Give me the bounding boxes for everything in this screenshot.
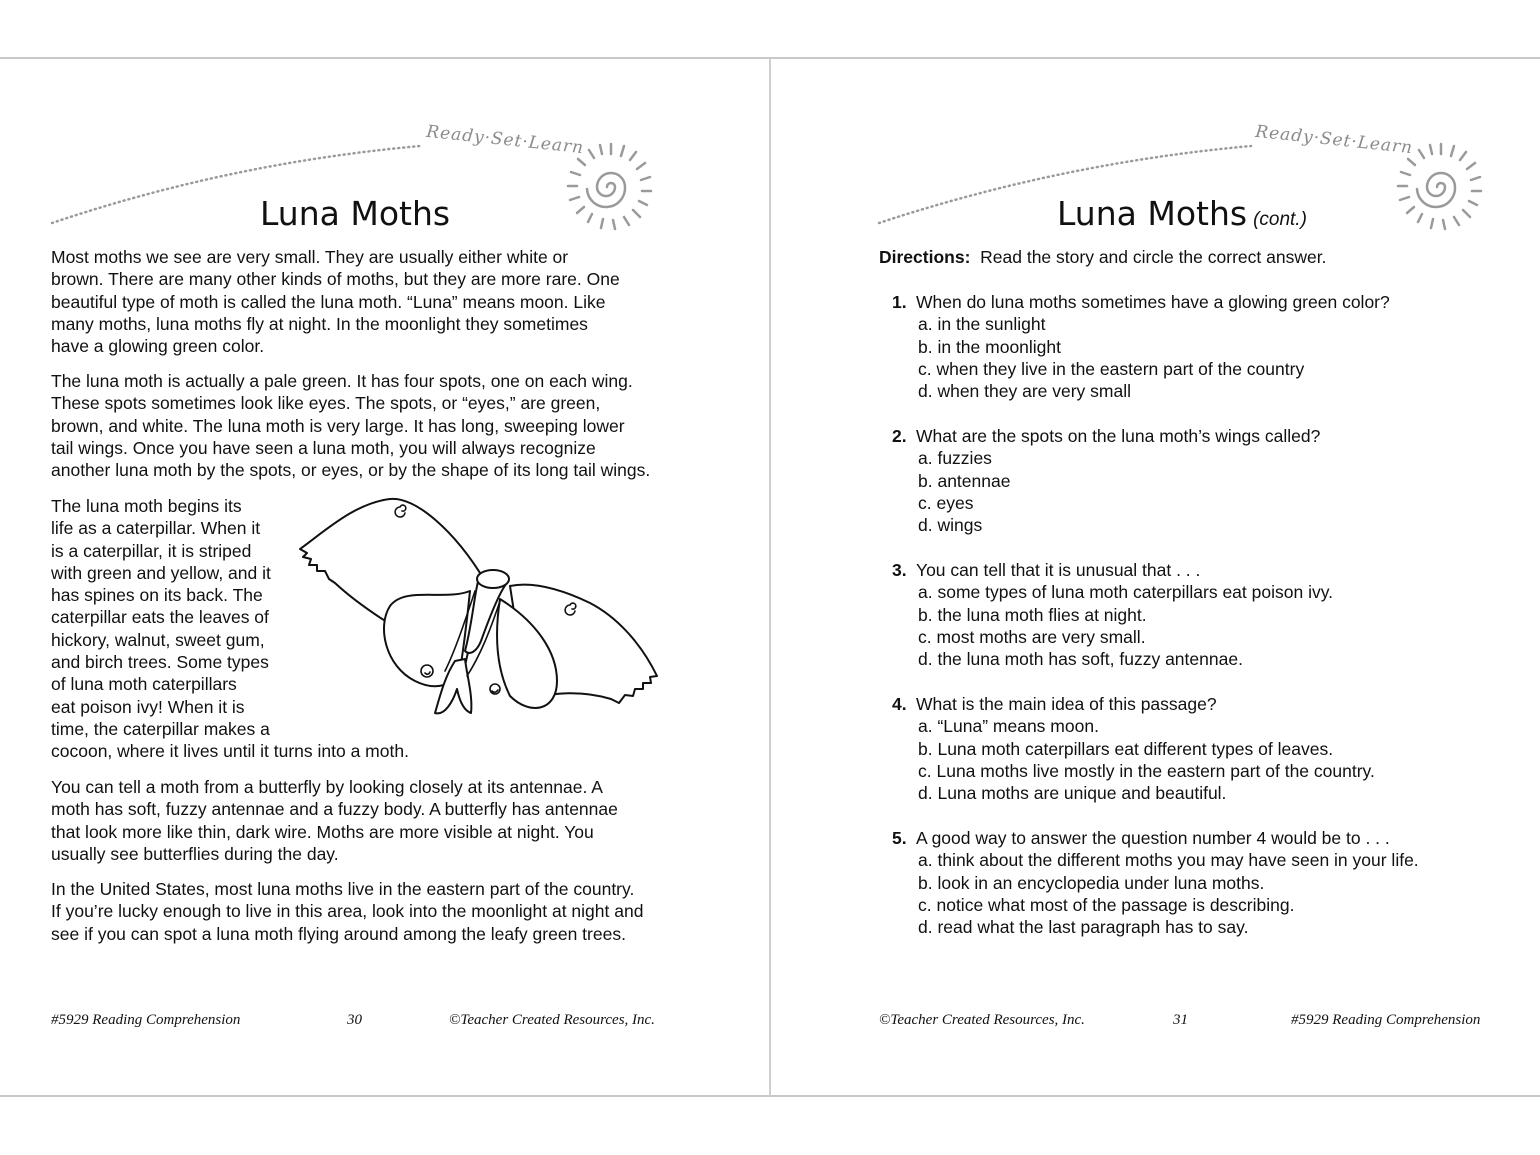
footer-book-id: #5929 Reading Comprehension <box>51 1012 241 1028</box>
answer-option[interactable]: b. the luna moth flies at night. <box>918 604 1147 625</box>
footer-copyright: ©Teacher Created Resources, Inc. <box>449 1012 655 1028</box>
question-text: What is the main idea of this passage? <box>916 694 1217 714</box>
text-line: cocoon, where it lives until it turns into a moth. <box>51 741 409 762</box>
footer-page-number: 30 <box>347 1012 362 1028</box>
sun-spiral-icon <box>1386 132 1496 242</box>
text-line: caterpillar eats the leaves of <box>51 607 269 628</box>
text-line: time, the caterpillar makes a <box>51 718 270 739</box>
page-title-suffix: (cont.) <box>1253 209 1307 230</box>
answer-option[interactable]: d. the luna moth has soft, fuzzy antennae. <box>918 649 1243 670</box>
answer-option[interactable]: d. read what the last paragraph has to say. <box>918 917 1249 938</box>
text-line: eat poison ivy! When it is <box>51 696 245 717</box>
question-number: 4. <box>892 694 907 714</box>
text-line: These spots sometimes look like eyes. The spots, or “eyes,” are green, <box>51 393 601 414</box>
text-line: In the United States, most luna moths live in the eastern part of the country. <box>51 879 635 899</box>
answer-option[interactable]: c. when they live in the eastern part of the country <box>918 358 1305 379</box>
text-line: Most moths we see are very small. They are usually either white or <box>51 247 569 267</box>
directions <box>879 246 1326 268</box>
answer-option[interactable]: d. Luna moths are unique and beautiful. <box>918 783 1227 804</box>
answer-option[interactable]: c. notice what most of the passage is describing. <box>918 894 1295 915</box>
right-page <box>771 58 1540 1095</box>
answer-option[interactable]: b. look in an encyclopedia under luna moths. <box>918 872 1265 893</box>
text-line: another luna moth by the spots, or eyes, or by the shape of its long tail wings. <box>51 460 651 481</box>
answer-option[interactable]: a. “Luna” means moon. <box>918 716 1099 737</box>
directions-text: Read the story and circle the correct answer. <box>980 247 1327 267</box>
left-page <box>0 58 769 1095</box>
answer-option[interactable]: b. in the moonlight <box>918 336 1062 357</box>
answer-option[interactable]: c. most moths are very small. <box>918 626 1146 647</box>
text-line: hickory, walnut, sweet gum, <box>51 629 265 650</box>
question-3 <box>892 559 1333 670</box>
text-line: If you’re lucky enough to live in this area, look into the moonlight at night and <box>51 901 644 922</box>
paragraph-habitat <box>51 878 691 945</box>
text-line: and birch trees. Some types <box>51 652 269 673</box>
answer-option[interactable]: c. Luna moths live mostly in the eastern part of the country. <box>918 760 1375 781</box>
ready-set-learn-label: Ready·Set·Learn <box>1254 121 1415 159</box>
text-line: with green and yellow, and it <box>51 562 271 583</box>
text-line: beautiful type of moth is called the luna moth. “Luna” means moon. Like <box>51 291 606 312</box>
question-text: When do luna moths sometimes have a glowing green color? <box>916 292 1390 312</box>
text-line: The luna moth begins its <box>51 496 242 516</box>
answer-option[interactable]: d. wings <box>918 515 983 536</box>
ready-set-learn-label: Ready·Set·Learn <box>425 121 586 159</box>
answer-option[interactable]: a. some types of luna moth caterpillars eat poison ivy. <box>918 582 1334 603</box>
text-line: The luna moth is actually a pale green. It has four spots, one on each wing. <box>51 371 633 391</box>
sun-spiral-icon <box>556 132 666 242</box>
luna-moth-illustration <box>295 491 665 721</box>
question-text: A good way to answer the question number 4 would be to . . . <box>916 828 1390 848</box>
text-line: is a caterpillar, it is striped <box>51 540 252 561</box>
text-line: You can tell a moth from a butterfly by looking closely at its antennae. A <box>51 777 603 797</box>
answer-option[interactable]: a. think about the different moths you may have seen in your life. <box>918 850 1419 871</box>
answer-option[interactable]: c. eyes <box>918 492 974 513</box>
text-line: that look more like thin, dark wire. Moths are more visible at night. You <box>51 821 594 842</box>
text-line: life as a caterpillar. When it <box>51 518 261 539</box>
text-line: has spines on its back. The <box>51 585 263 606</box>
question-number: 5. <box>892 828 907 848</box>
text-line: brown. There are many other kinds of moths, but they are more rare. One <box>51 269 620 290</box>
page-title <box>1057 194 1307 233</box>
answer-option[interactable]: b. antennae <box>918 470 1011 491</box>
footer-page-number: 31 <box>1173 1012 1188 1028</box>
paragraph-antennae <box>51 776 691 865</box>
question-number: 1. <box>892 292 907 312</box>
text-line: tail wings. Once you have seen a luna moth, you will always recognize <box>51 437 596 458</box>
text-line: of luna moth caterpillars <box>51 674 237 695</box>
text-line: see if you can spot a luna moth flying around among the leafy green trees. <box>51 923 626 944</box>
question-number: 2. <box>892 426 907 446</box>
question-text: What are the spots on the luna moth’s wings called? <box>916 426 1321 446</box>
directions-label: Directions: <box>879 247 971 267</box>
question-text: You can tell that it is unusual that . . . <box>916 560 1201 580</box>
answer-option[interactable]: a. fuzzies <box>918 448 992 469</box>
answer-option[interactable]: b. Luna moth caterpillars eat different types of leaves. <box>918 738 1334 759</box>
question-4 <box>892 693 1375 804</box>
footer-copyright: ©Teacher Created Resources, Inc. <box>879 1012 1085 1028</box>
question-1 <box>892 291 1390 402</box>
text-line: brown, and white. The luna moth is very large. It has long, sweeping lower <box>51 415 625 436</box>
question-number: 3. <box>892 560 907 580</box>
question-5 <box>892 827 1419 938</box>
paragraph-appearance <box>51 370 691 481</box>
page-title: Luna Moths <box>260 194 451 233</box>
paragraph-intro <box>51 246 681 357</box>
answer-option[interactable]: a. in the sunlight <box>918 314 1046 335</box>
text-line: many moths, luna moths fly at night. In the moonlight they sometimes <box>51 313 588 334</box>
question-2 <box>892 425 1320 536</box>
text-line: moth has soft, fuzzy antennae and a fuzzy body. A butterfly has antennae <box>51 799 618 820</box>
footer-book-id: #5929 Reading Comprehension <box>1291 1012 1481 1028</box>
page-title-main: Luna Moths <box>1057 194 1248 233</box>
answer-option[interactable]: d. when they are very small <box>918 381 1132 402</box>
text-line: have a glowing green color. <box>51 336 265 357</box>
text-line: usually see butterflies during the day. <box>51 843 339 864</box>
